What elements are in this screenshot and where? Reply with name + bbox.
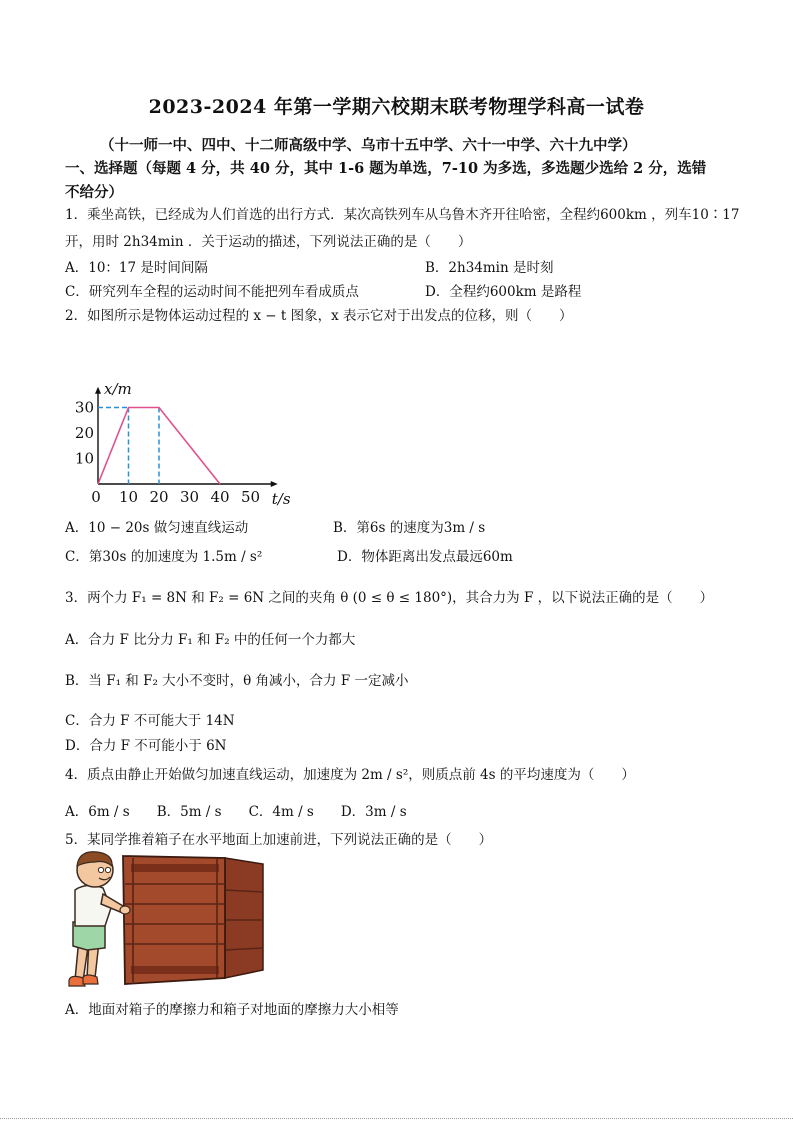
q2-option-c: C．第30s 的加速度为 1.5m / s²	[65, 549, 263, 565]
x-tick-label: 50	[240, 488, 261, 506]
q1-stem-line2: 开，用时 2h34min ．关于运动的描述，下列说法正确的是（ ）	[65, 234, 472, 250]
q4-options: A．6m / s B．5m / s C．4m / s D．3m / s	[65, 804, 407, 820]
x-tick-label: 10	[118, 488, 139, 506]
section-heading-line2: 不给分）	[65, 184, 123, 201]
q3-option-b: B．当 F₁ 和 F₂ 大小不变时，θ 角减小，合力 F 一定减小	[65, 673, 409, 689]
q4-stem: 4．质点由静止开始做匀加速直线运动，加速度为 2m / s²，则质点前 4s 的平均速度为（ ）	[65, 767, 635, 783]
q2-stem: 2．如图所示是物体运动过程的 x − t 图象，x 表示它对于出发点的位移，则（ ）	[65, 308, 573, 324]
page-bottom-rule	[0, 1118, 793, 1119]
q2-option-a: A．10 − 20s 做匀速直线运动	[65, 520, 249, 536]
x-axis-arrow	[271, 481, 278, 487]
q5-option-a: A．地面对箱子的摩擦力和箱子对地面的摩擦力大小相等	[65, 1002, 399, 1018]
y-tick-label: 20	[74, 424, 94, 442]
q3-stem: 3．两个力 F₁ = 8N 和 F₂ = 6N 之间的夹角 θ (0 ≤ θ ≤ 180°)，其合力为 F ，以下说法正确的是（ ）	[65, 590, 714, 606]
q1-option-d: D．全程约600km 是路程	[425, 284, 582, 300]
q2-option-d: D．物体距离出发点最远60m	[337, 549, 513, 565]
q1-option-b: B．2h34min 是时刻	[425, 260, 554, 276]
q2-option-b: B．第6s 的速度为3m / s	[333, 520, 486, 536]
q1-option-a: A．10：17 是时间间隔	[65, 260, 208, 276]
boy-pushing-box-illustration	[65, 850, 275, 990]
xt-graph	[60, 330, 330, 510]
x-tick-label: 0	[91, 488, 101, 506]
q1-option-c: C．研究列车全程的运动时间不能把列车看成质点	[65, 284, 359, 300]
q1-stem-line1: 1．乘坐高铁，已经成为人们首选的出行方式．某次高铁列车从乌鲁木齐开往哈密，全程约600km ，列车10∶17	[65, 207, 740, 223]
x-tick-label: 40	[210, 488, 230, 506]
y-tick-label: 30	[74, 398, 94, 417]
q3-option-c: C．合力 F 不可能大于 14N	[65, 713, 235, 729]
x-axis-label: t/s	[271, 490, 291, 508]
exam-subtitle: （十一师一中、四中、十二师高级中学、乌市十五中学、六十一中学、六十九中学）	[100, 137, 637, 154]
x-tick-label: 20	[149, 488, 169, 506]
x-tick-label: 30	[179, 488, 200, 506]
exam-title: 2023-2024 年第一学期六校期末联考物理学科高一试卷	[148, 96, 645, 118]
y-tick-label: 10	[74, 449, 94, 468]
y-axis-arrow	[95, 387, 101, 394]
section-heading	[65, 157, 765, 205]
q3-option-d: D．合力 F 不可能小于 6N	[65, 738, 227, 754]
section-heading-line1: 一、选择题（每题 4 分，共 40 分，其中 1-6 题为单选，7-10 为多选，多选题少选给 2 分，选错	[65, 160, 707, 177]
y-axis-label: x/m	[104, 379, 132, 398]
q3-option-a: A．合力 F 比分力 F₁ 和 F₂ 中的任何一个力都大	[65, 632, 356, 648]
q5-stem: 5．某同学推着箱子在水平地面上加速前进，下列说法正确的是（ ）	[65, 832, 493, 848]
